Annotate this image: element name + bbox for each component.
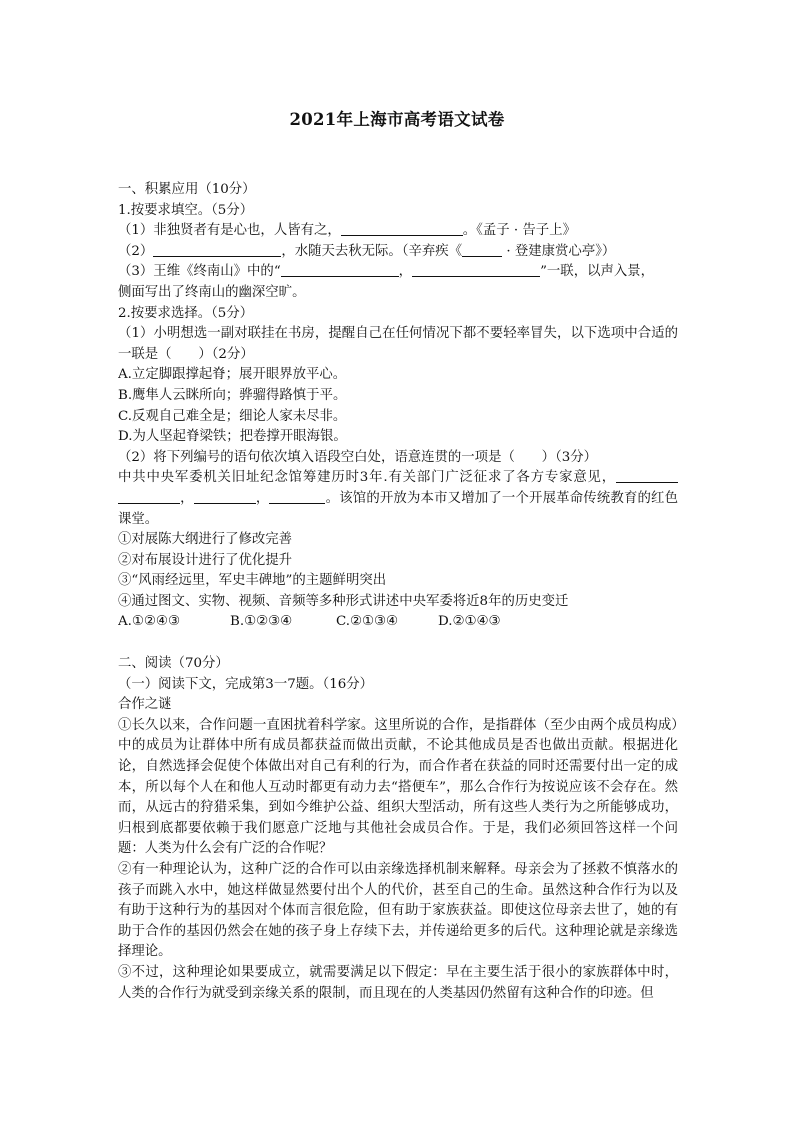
q2-passage-text-a: 中共中央军委机关旧址纪念馆筹建历时3年.有关部门广泛征求了各方专家意见， (118, 470, 616, 486)
answer-blank (269, 489, 325, 504)
article-paragraph-3: ③不过，这种理论如果要成立，就需要满足以下假定：早在主要生活于很小的家族群体中时，人类的合作行为就受到亲缘关系的限制，而且现在的人类基因仍然留有这种合作的印迹。但 (118, 964, 678, 1001)
answer-blank (616, 468, 678, 483)
q1-item-3-text-c: ”一联，以声入景， (540, 264, 655, 280)
q2-passage (118, 468, 678, 530)
answer-blank (341, 221, 463, 236)
q1-item-1-text-a: （1）非独贤者有是心也，人皆有之， (118, 223, 341, 239)
question-2-heading: 2.按要求选择。（5分） (118, 305, 254, 321)
choice-b: B.①②③④ (230, 614, 293, 630)
q1-item-2-text-a: （2） (118, 243, 154, 259)
answer-blank (153, 242, 281, 257)
section-gap (118, 633, 678, 654)
reading-1-instruction: （一）阅读下文，完成第3一7题。（16分） (118, 676, 374, 692)
choice-c: C.②①③④ (336, 614, 399, 630)
q1-item-1-text-b: 。《孟子 · 告子上》 (462, 223, 576, 239)
choice-a: A.①②④③ (118, 614, 180, 630)
page-title: 2021年上海市高考语文试卷 (289, 110, 505, 129)
section-2-header: 二、阅读（70分） (118, 656, 229, 672)
q2-passage-comma: ， (255, 490, 270, 506)
section-1-header: 一、积累应用（10分） (118, 182, 256, 197)
answer-blank (412, 262, 540, 277)
q1-item-3-text-b: ， (398, 264, 413, 280)
q2-passage-text-d: 。该馆的开放为本市又增加了一个开展革命传统教育的红色课堂。 (118, 490, 679, 527)
q1-item-2 (118, 242, 678, 263)
document-body (118, 180, 678, 1004)
q1-item-2-text-c: · 登建康赏心亭》） (502, 243, 616, 259)
choice-d: D.②①④③ (438, 614, 501, 630)
sentence-4: ④通过图文、实物、视频、音频等多种形式讲述中央军委将近8年的历史变迁 (118, 593, 569, 609)
q1-item-2-text-b: ，水随天去秋无际。（辛弃疾《 (281, 243, 463, 259)
answer-blank (281, 262, 399, 277)
choices-row (118, 612, 678, 633)
answer-blank (194, 489, 256, 504)
sentence-1: ①对展陈大纲进行了修改完善 (118, 532, 293, 548)
sentence-2: ②对布展设计进行了优化提升 (118, 552, 293, 568)
answer-blank (462, 242, 502, 257)
option-b: B.鹰隼人云眯所向；骅骝得路慎于平。 (118, 387, 347, 403)
q1-item-3-text-a: （3）王维《终南山》中的“ (118, 264, 281, 280)
option-a: A.立定脚跟撑起脊；展开眼界放平心。 (118, 367, 347, 383)
q2-part-2-prompt: （2）将下列编号的语句依次填入语段空白处，语意连贯的一项是（ ）（3分） (118, 449, 598, 465)
option-d: D.为人坚起脊梁铁；把卷撑开眼海银。 (118, 429, 347, 445)
q1-item-1 (118, 221, 678, 242)
article-title: 合作之谜 (118, 697, 172, 713)
q2-part-1-prompt: （1）小明想选一副对联挂在书房，提醒自己在任何情况下都不要轻率冒失，以下选项中合适的一联是（ ）（2分） (118, 326, 678, 362)
q2-passage-comma: ， (180, 490, 194, 506)
question-1-heading: 1.按要求填空。（5分） (118, 202, 254, 218)
answer-blank (118, 489, 180, 504)
q1-item-3-continued: 侧面写出了终南山的幽深空旷。 (118, 284, 306, 300)
q1-item-3 (118, 262, 678, 283)
article-paragraph-2: ②有一种理论认为，这种广泛的合作可以由亲缘选择机制来解释。母亲会为了拯救不慎落水的孩子而跳入水中，她这样做显然要付出个人的代价，甚至自己的生命。虽然这种合作行为以及有助于这种行为的基因对个体而言很危险，但有助于家族获益。即使这位母亲去世了，她的有助于合作的基因仍然会在她的孩子身上存续下去，并传递给更多的后代。这种理论就是亲缘选择理论。 (118, 862, 678, 960)
sentence-3: ③“风雨经远里，军史丰碑地”的主题鲜明突出 (118, 573, 387, 589)
option-c: C.反观自己难全是；细论人家未尽非。 (118, 408, 347, 424)
article-paragraph-1: ①长久以来，合作问题一直困扰着科学家。这里所说的合作，是指群体（至少由两个成员构成）中的成员为让群体中所有成员都获益而做出贡献，不论其他成员是否也做出贡献。根据进化论，自然选择会促使个体做出对自己有利的行为，而合作者在获益的同时还需要付出一定的成本，所以每个人在和他人互动时都更有动力去“搭便车”，那么合作行为按说应该不会存在。然而，从远古的狩猎采集，到如今维护公益、组织大型活动，所有这些人类行为之所能够成功，归根到底都要依赖于我们愿意广泛地与其他社会成员合作。于是，我们必须回答这样一个问题：人类为什么会有广泛的合作呢？ (118, 717, 678, 857)
